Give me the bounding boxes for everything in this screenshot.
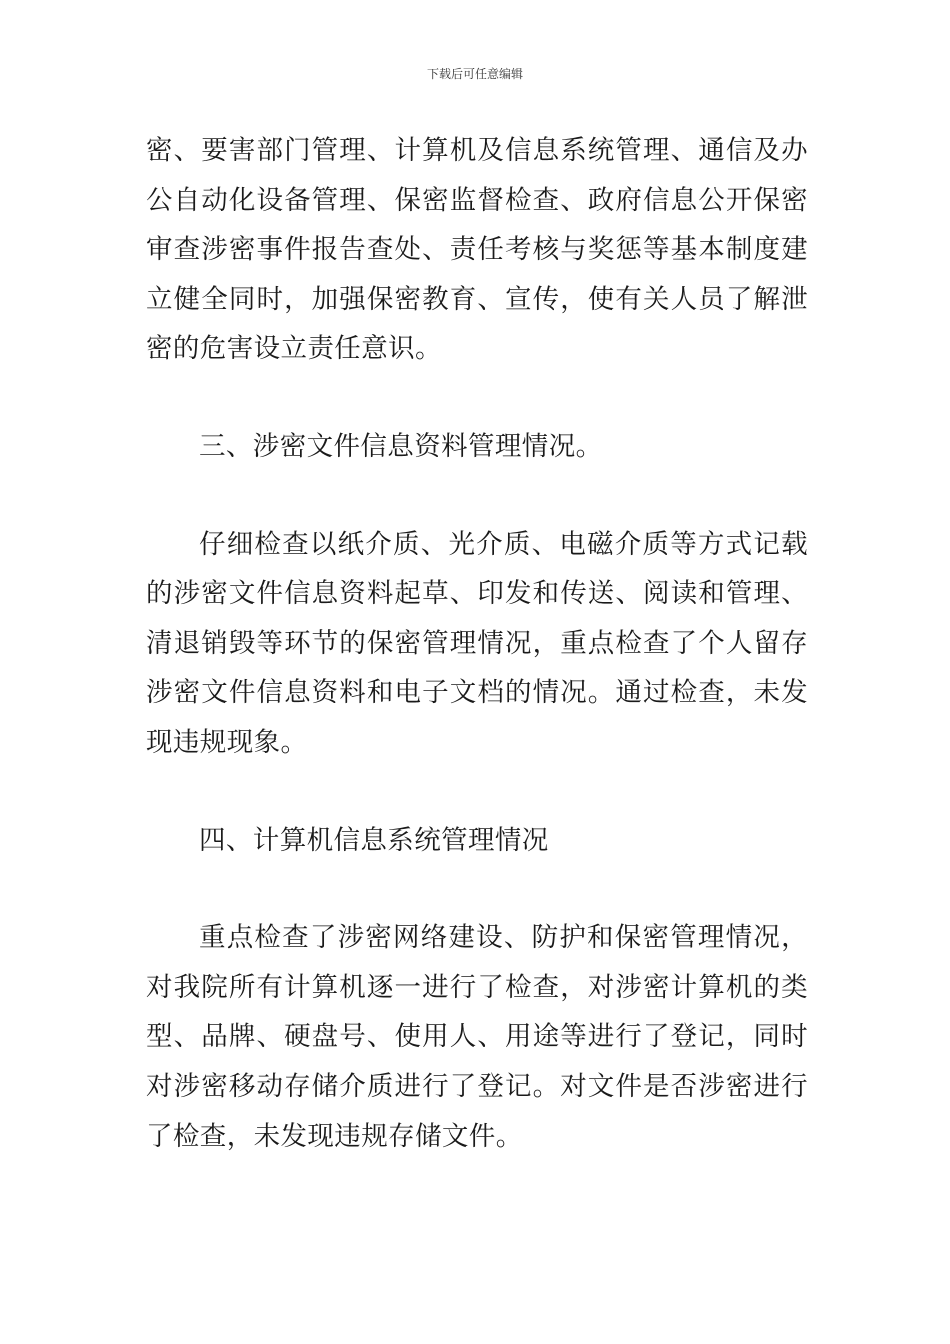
document-body — [146, 126, 808, 1161]
paragraph-computer-systems: 重点检查了涉密网络建设、防护和保密管理情况，对我院所有计算机逐一进行了检查，对涉密计算机的类型、品牌、硬盘号、使用人、用途等进行了登记，同时对涉密移动存储介质进行了登记。对文件是否涉密进行了检查，未发现违规存储文件。 — [146, 922, 808, 1152]
paragraph-classified-documents: 仔细检查以纸介质、光介质、电磁介质等方式记载的涉密文件信息资料起草、印发和传送、阅读和管理、清退销毁等环节的保密管理情况，重点检查了个人留存涉密文件信息资料和电子文档的情况。通过检查，未发现违规现象。 — [146, 528, 808, 758]
paragraph-regulations: 密、要害部门管理、计算机及信息系统管理、通信及办公自动化设备管理、保密监督检查、政府信息公开保密审查涉密事件报告查处、责任考核与奖惩等基本制度建立健全同时，加强保密教育、宣传，使有关人员了解泄密的危害设立责任意识。 — [146, 135, 808, 365]
paragraph-gap — [146, 865, 808, 913]
section-heading-4: 四、计算机信息系统管理情况 — [199, 824, 549, 856]
paragraph-gap — [146, 374, 808, 422]
paragraph-gap — [146, 768, 808, 816]
page-header: 下载后可任意编辑 — [426, 67, 523, 81]
paragraph-gap — [146, 472, 808, 520]
section-heading-3: 三、涉密文件信息资料管理情况。 — [199, 430, 603, 462]
